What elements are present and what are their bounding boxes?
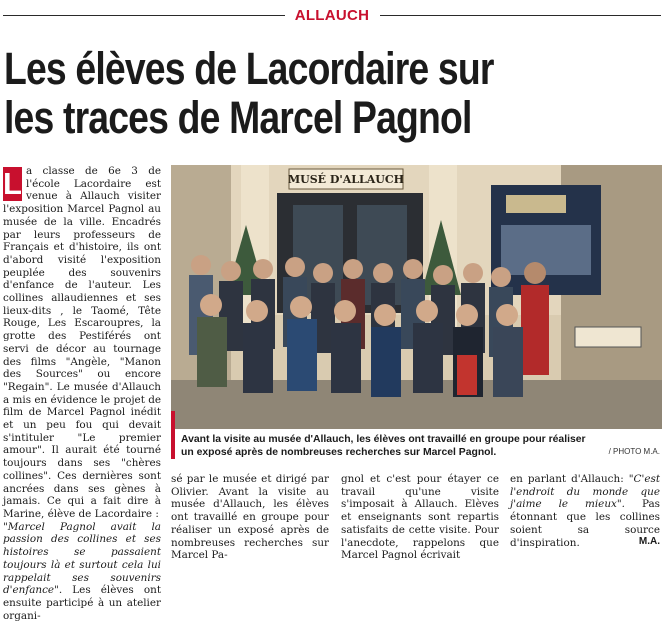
article-text-2: Les élèves ont ensuite participé à un atelier organi- (3, 584, 161, 622)
article-text-4a: en parlant d'Allauch: (510, 473, 629, 485)
author-signature: M.A. (638, 536, 660, 547)
article-paragraph (3, 165, 161, 622)
section-label: ALLAUCH (288, 6, 376, 26)
drop-cap: L (3, 166, 22, 201)
article-photo (171, 165, 662, 429)
quote-marine: "Marcel Pagnol avait la passion des collines et ses histoires se passaient toujours là et surtout cela lui rappelait ses souvenirs d'enfance". (3, 520, 161, 597)
header-rule-left (3, 15, 285, 16)
article-text-4b: Pas étonnant que les collines soient sa source d'inspiration. (510, 498, 661, 549)
headline-line-2: les traces de Marcel Pagnol (4, 92, 472, 143)
museum-sign-text: MUSÉ D'ALLAUCH (287, 173, 405, 186)
photo-caption: Avant la visite au musée d'Allauch, les élèves ont travaillé en groupe pour réaliser un exposé après de nombreuses recherches sur Marcel Pagnol. (181, 434, 586, 458)
group-photo-illustration (171, 165, 662, 429)
quote-pagnol: "C'est l'endroit du monde que j'aime le mieux". (510, 473, 660, 511)
article-column-4 (510, 473, 660, 549)
photo-credit: / PHOTO M.A. (608, 447, 660, 456)
caption-accent-bar (171, 411, 175, 459)
article-text-1: a classe de 6e 3 de l'école Lacordaire est venue à Allauch visiter l'exposition Marcel Pagnol au musée de la ville. Encadrés par leurs professeurs de Français et d'histoire, ils ont d'abord visité l'exposition peuplée des souvenirs d'enfance de l'auteur. Les collines allaudiennes et ses lieux-dits , le Taomé, Tête Rouge, Les Escaroupres, la grotte des Pestiférés ont servi de décor au tournage des films "Angèle, "Manon des Sources" ou encore "Regain". Le musée d'Allauch a mis en évidence le projet de film de Marcel Pagnol inédit et un peu fou qui devait s'intituler "Le premier amour". Il aurait été tourné toujours dans ses "chères collines". Ces dernières sont ancrées dans ses gènes à jamais. Ce qui a fait dire à Marine, élève de Lacordaire : (3, 165, 161, 520)
headline (4, 44, 660, 142)
header-rule-right (380, 15, 661, 16)
article-column-3: gnol et c'est pour étayer ce travail qu'une visite s'imposait à Allauch. Elèves et enseignants sont repartis satisfaits de cette visite. Pour l'anecdote, rappelons que Marcel Pagnol écrivait (341, 473, 499, 562)
article-column-1 (3, 165, 161, 622)
article-column-2: sé par le musée et dirigé par Olivier. Avant la visite au musée d'Allauch, les élèves ont travaillé en groupe pour réaliser un exposé après de nombreuses recherches sur Marcel Pa- (171, 473, 329, 562)
headline-line-1: Les élèves de Lacordaire sur (4, 43, 494, 94)
